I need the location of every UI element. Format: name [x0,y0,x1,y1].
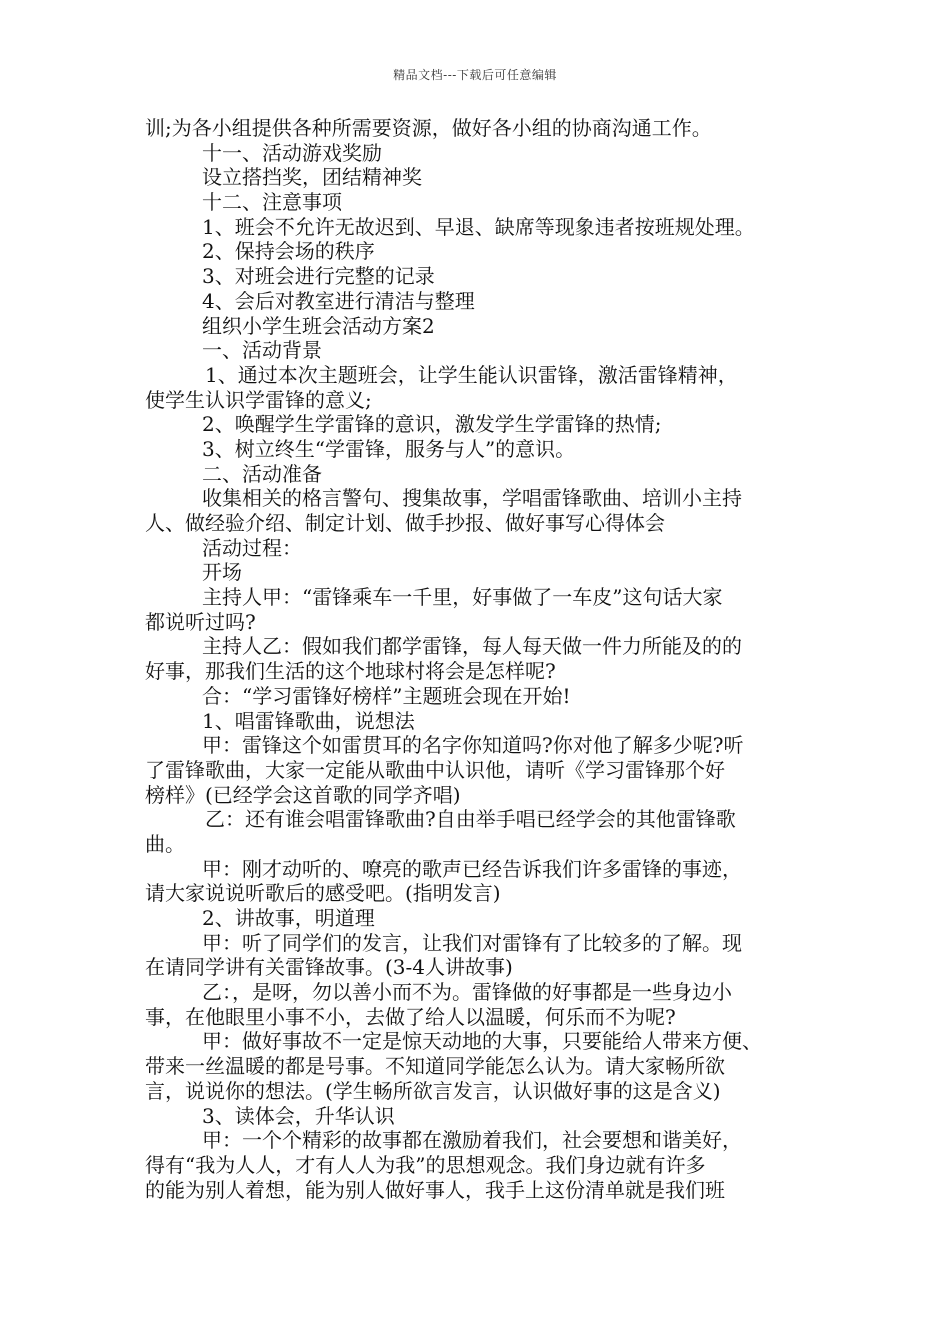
text-line: 设立搭挡奖，团结精神奖 [202,165,422,190]
text-line: 开场 [202,560,242,585]
text-line: 甲：一个个精彩的故事都在激励着我们，社会要想和谐美好， [202,1128,742,1153]
text-line: 1、班会不允许无故迟到、早退、缺席等现象违者按班规处理。 [202,214,755,239]
text-line: 3、读体会，升华认识 [202,1103,395,1128]
text-line: 都说听过吗? [145,609,256,634]
text-line: 十一、活动游戏奖励 [202,140,382,165]
text-line: 训;为各小组提供各种所需要资源，做好各小组的协商沟通工作。 [145,116,712,140]
text-line: 2、唤醒学生学雷锋的意识，激发学生学雷锋的热情; [202,412,662,437]
text-line: 得有“我为人人，才有人人为我”的思想观念。我们身边就有许多 [145,1152,706,1177]
text-line: 二、活动准备 [202,461,322,486]
text-line: 1、通过本次主题班会，让学生能认识雷锋，激活雷锋精神， [205,362,738,387]
text-line: 乙：，是呀，勿以善小而不为。雷锋做的好事都是一些身边小 [202,980,732,1005]
text-line: 3、树立终生“学雷锋，服务与人”的意识。 [202,436,576,461]
text-line: 1、唱雷锋歌曲，说想法 [202,708,415,733]
text-line: 2、讲故事，明道理 [202,906,375,930]
text-line: 使学生认识学雷锋的意义; [145,387,372,412]
text-line: 乙：还有谁会唱雷锋歌曲?自由举手唱已经学会的其他雷锋歌 [205,807,736,832]
text-line: 曲。 [145,831,185,856]
text-line: 3、对班会进行完整的记录 [202,264,435,289]
text-line: 请大家说说听歌后的感受吧。(指明发言) [145,881,501,906]
text-line: 一、活动背景 [202,338,322,363]
text-line: 2、保持会场的秩序 [202,239,375,264]
text-line: 人、做经验介绍、制定计划、做手抄报、做好事写心得体会 [145,511,665,535]
document-body [145,116,817,1202]
text-line: 甲：听了同学们的发言，让我们对雷锋有了比较多的了解。现 [202,930,742,955]
text-line: 合：“学习雷锋好榜样”主题班会现在开始! [202,683,571,708]
text-line: 了雷锋歌曲，大家一定能从歌曲中认识他，请听《学习雷锋那个好 [145,757,725,782]
text-line: 4、会后对教室进行清洁与整理 [202,288,475,313]
text-line: 言，说说你的想法。(学生畅所欲言发言，认识做好事的这是含义) [145,1078,721,1103]
text-line: 在请同学讲有关雷锋故事。(3-4人讲故事) [145,955,513,980]
text-line: 主持人甲：“雷锋乘车一千里，好事做了一车皮”这句话大家 [202,585,723,610]
text-line: 的能为别人着想，能为别人做好事人，我手上这份清单就是我们班 [145,1177,725,1202]
text-line: 十二、注意事项 [202,190,342,215]
text-line: 榜样》(已经学会这首歌的同学齐唱) [145,782,461,807]
text-line: 收集相关的格言警句、搜集故事，学唱雷锋歌曲、培训小主持 [202,486,742,511]
text-line: 甲：做好事故不一定是惊天动地的大事，只要能给人带来方便、 [202,1029,762,1054]
text-line: 甲：刚才动听的、嘹亮的歌声已经告诉我们许多雷锋的事迹， [202,856,742,881]
text-line: 组织小学生班会活动方案2 [202,313,435,338]
text-line: 事，在他眼里小事不小，去做了给人以温暖，何乐而不为呢? [145,1004,676,1029]
page-header: 精品文档---下载后可任意编辑 [393,68,557,82]
text-line: 活动过程： [202,535,302,560]
text-line: 带来一丝温暖的都是号事。不知道同学能怎么认为。请大家畅所欲 [145,1054,725,1079]
text-line: 主持人乙：假如我们都学雷锋，每人每天做一件力所能及的的 [202,634,742,659]
text-line: 甲：雷锋这个如雷贯耳的名字你知道吗?你对他了解多少呢?听 [202,733,744,758]
text-line: 好事，那我们生活的这个地球村将会是怎样呢? [145,659,556,684]
